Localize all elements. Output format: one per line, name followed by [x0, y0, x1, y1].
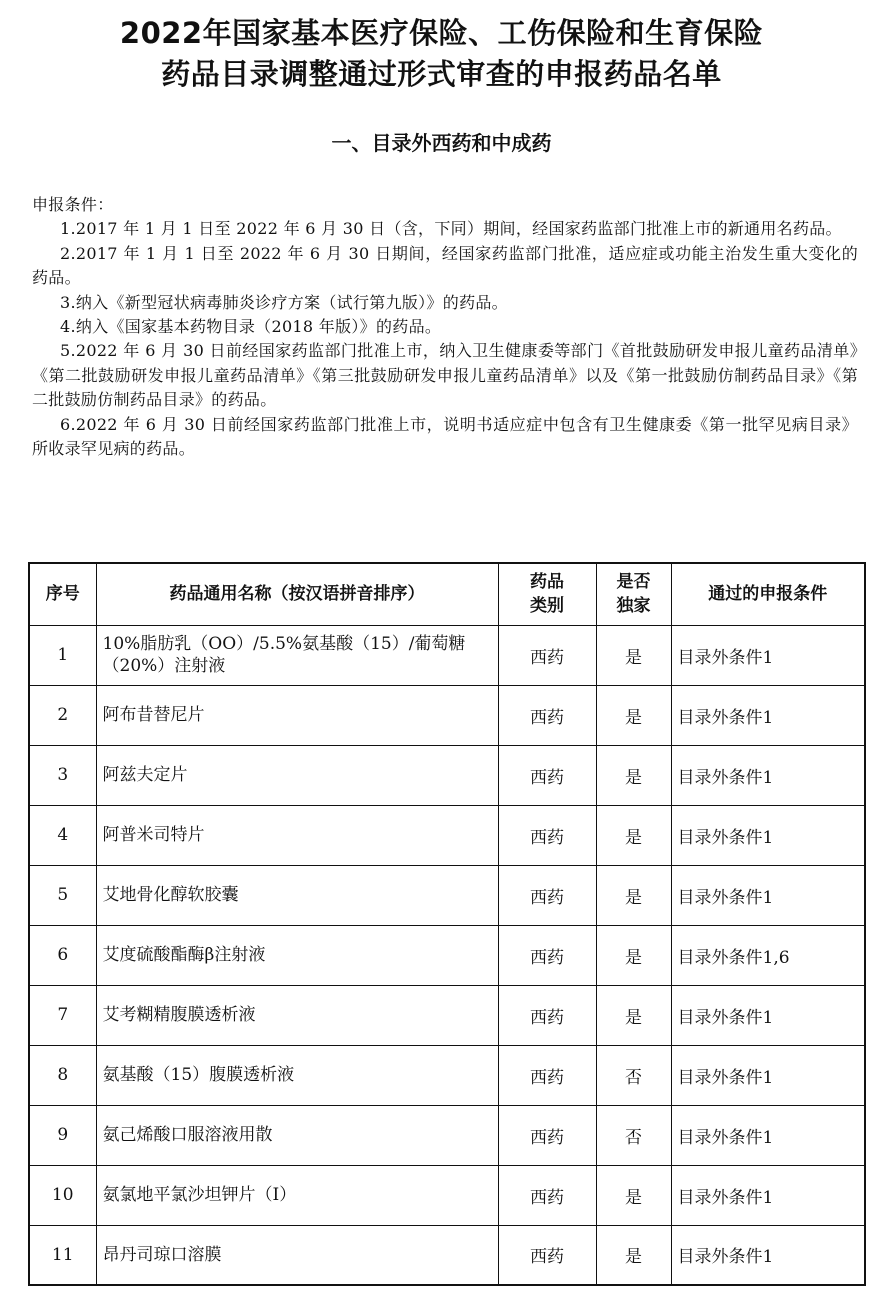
drug-list-table	[28, 562, 866, 1286]
table-row	[29, 1225, 865, 1285]
cell-drug-name: 阿普米司特片	[96, 805, 498, 865]
cell-drug-type: 西药	[498, 1165, 596, 1225]
cell-drug-name: 艾度硫酸酯酶β注射液	[96, 925, 498, 985]
cell-drug-name: 10%脂肪乳（OO）/5.5%氨基酸（15）/葡萄糖（20%）注射液	[96, 625, 498, 685]
cell-seq: 8	[29, 1045, 96, 1105]
cell-exclusive: 是	[596, 625, 671, 685]
cell-drug-type: 西药	[498, 985, 596, 1045]
cell-seq: 5	[29, 865, 96, 925]
cell-seq: 6	[29, 925, 96, 985]
cell-seq: 1	[29, 625, 96, 685]
cell-seq: 7	[29, 985, 96, 1045]
condition-item-3: 3.纳入《新型冠状病毒肺炎诊疗方案（试行第九版）》的药品。	[60, 292, 508, 312]
table-row	[29, 625, 865, 685]
cell-condition: 目录外条件1	[671, 625, 865, 685]
cell-exclusive: 是	[596, 925, 671, 985]
header-drug-type	[498, 563, 596, 625]
cell-exclusive: 是	[596, 745, 671, 805]
header-drug-name: 药品通用名称（按汉语拼音排序）	[96, 563, 498, 625]
header-drug-type-line-1: 药品	[530, 572, 564, 593]
section-title: 一、目录外西药和中成药	[331, 131, 552, 155]
condition-item-1: 1.2017 年 1 月 1 日至 2022 年 6 月 30 日（含，下同）期间，经国家药监部门批准上市的新通用名药品。	[60, 219, 842, 239]
cell-exclusive: 是	[596, 985, 671, 1045]
table-row	[29, 985, 865, 1045]
cell-seq: 4	[29, 805, 96, 865]
cell-condition: 目录外条件1	[671, 1045, 865, 1105]
cell-drug-type: 西药	[498, 805, 596, 865]
header-condition: 通过的申报条件	[671, 563, 865, 625]
table-row	[29, 1045, 865, 1105]
cell-drug-name: 阿兹夫定片	[96, 745, 498, 805]
cell-exclusive: 是	[596, 1225, 671, 1285]
cell-seq: 11	[29, 1225, 96, 1285]
cell-seq: 3	[29, 745, 96, 805]
condition-item-5: 5.2022 年 6 月 30 日前经国家药监部门批准上市，纳入卫生健康委等部门《首批鼓励研发申报儿童药品清单》《第二批鼓励研发申报儿童药品清单》《第三批鼓励研发申报儿童药品清单》以及《第一批鼓励仿制药品目录》《第二批鼓励仿制药品目录》的药品。	[32, 341, 858, 410]
cell-exclusive: 是	[596, 685, 671, 745]
cell-drug-name: 艾考糊精腹膜透析液	[96, 985, 498, 1045]
header-exclusive-line-2: 独家	[616, 596, 651, 617]
cell-seq: 9	[29, 1105, 96, 1165]
cell-condition: 目录外条件1	[671, 865, 865, 925]
condition-item-6: 6.2022 年 6 月 30 日前经国家药监部门批准上市，说明书适应症中包含有卫生健康委《第一批罕见病目录》所收录罕见病的药品。	[32, 414, 858, 459]
cell-drug-name: 氨己烯酸口服溶液用散	[96, 1105, 498, 1165]
table-row	[29, 865, 865, 925]
cell-drug-name: 昂丹司琼口溶膜	[96, 1225, 498, 1285]
cell-drug-type: 西药	[498, 1105, 596, 1165]
table-row	[29, 745, 865, 805]
table-row	[29, 685, 865, 745]
cell-exclusive: 是	[596, 865, 671, 925]
table-header-row	[29, 563, 865, 625]
cell-condition: 目录外条件1	[671, 805, 865, 865]
header-seq: 序号	[29, 563, 96, 625]
cell-drug-name: 阿布昔替尼片	[96, 685, 498, 745]
cell-drug-type: 西药	[498, 1225, 596, 1285]
cell-condition: 目录外条件1	[671, 985, 865, 1045]
cell-drug-type: 西药	[498, 625, 596, 685]
cell-drug-name: 氨基酸（15）腹膜透析液	[96, 1045, 498, 1105]
cell-condition: 目录外条件1	[671, 1165, 865, 1225]
cell-drug-name: 艾地骨化醇软胶囊	[96, 865, 498, 925]
cell-condition: 目录外条件1	[671, 685, 865, 745]
cell-drug-type: 西药	[498, 925, 596, 985]
table-row	[29, 1105, 865, 1165]
table-row	[29, 805, 865, 865]
table-row	[29, 925, 865, 985]
cell-exclusive: 否	[596, 1045, 671, 1105]
cell-condition: 目录外条件1,6	[671, 925, 865, 985]
cell-seq: 2	[29, 685, 96, 745]
cell-condition: 目录外条件1	[671, 1105, 865, 1165]
cell-condition: 目录外条件1	[671, 1225, 865, 1285]
cell-seq: 10	[29, 1165, 96, 1225]
cell-drug-type: 西药	[498, 685, 596, 745]
document-title-line-1: 2022年国家基本医疗保险、工伤保险和生育保险	[119, 16, 764, 50]
table-row	[29, 1165, 865, 1225]
cell-drug-type: 西药	[498, 865, 596, 925]
header-exclusive	[596, 563, 671, 625]
document-title-line-2: 药品目录调整通过形式审查的申报药品名单	[161, 57, 722, 91]
cell-drug-type: 西药	[498, 745, 596, 805]
header-drug-type-line-2: 类别	[530, 596, 564, 617]
cell-exclusive: 是	[596, 1165, 671, 1225]
header-exclusive-line-1: 是否	[616, 572, 651, 593]
cell-condition: 目录外条件1	[671, 745, 865, 805]
conditions-block	[32, 193, 858, 461]
cell-exclusive: 是	[596, 805, 671, 865]
condition-item-2: 2.2017 年 1 月 1 日至 2022 年 6 月 30 日期间，经国家药监部门批准，适应症或功能主治发生重大变化的药品。	[32, 243, 858, 288]
cell-drug-name: 氨氯地平氯沙坦钾片（Ⅰ）	[96, 1165, 498, 1225]
conditions-heading: 申报条件：	[32, 195, 114, 214]
condition-item-4: 4.纳入《国家基本药物目录（2018 年版）》的药品。	[60, 317, 442, 337]
cell-drug-type: 西药	[498, 1045, 596, 1105]
cell-exclusive: 否	[596, 1105, 671, 1165]
